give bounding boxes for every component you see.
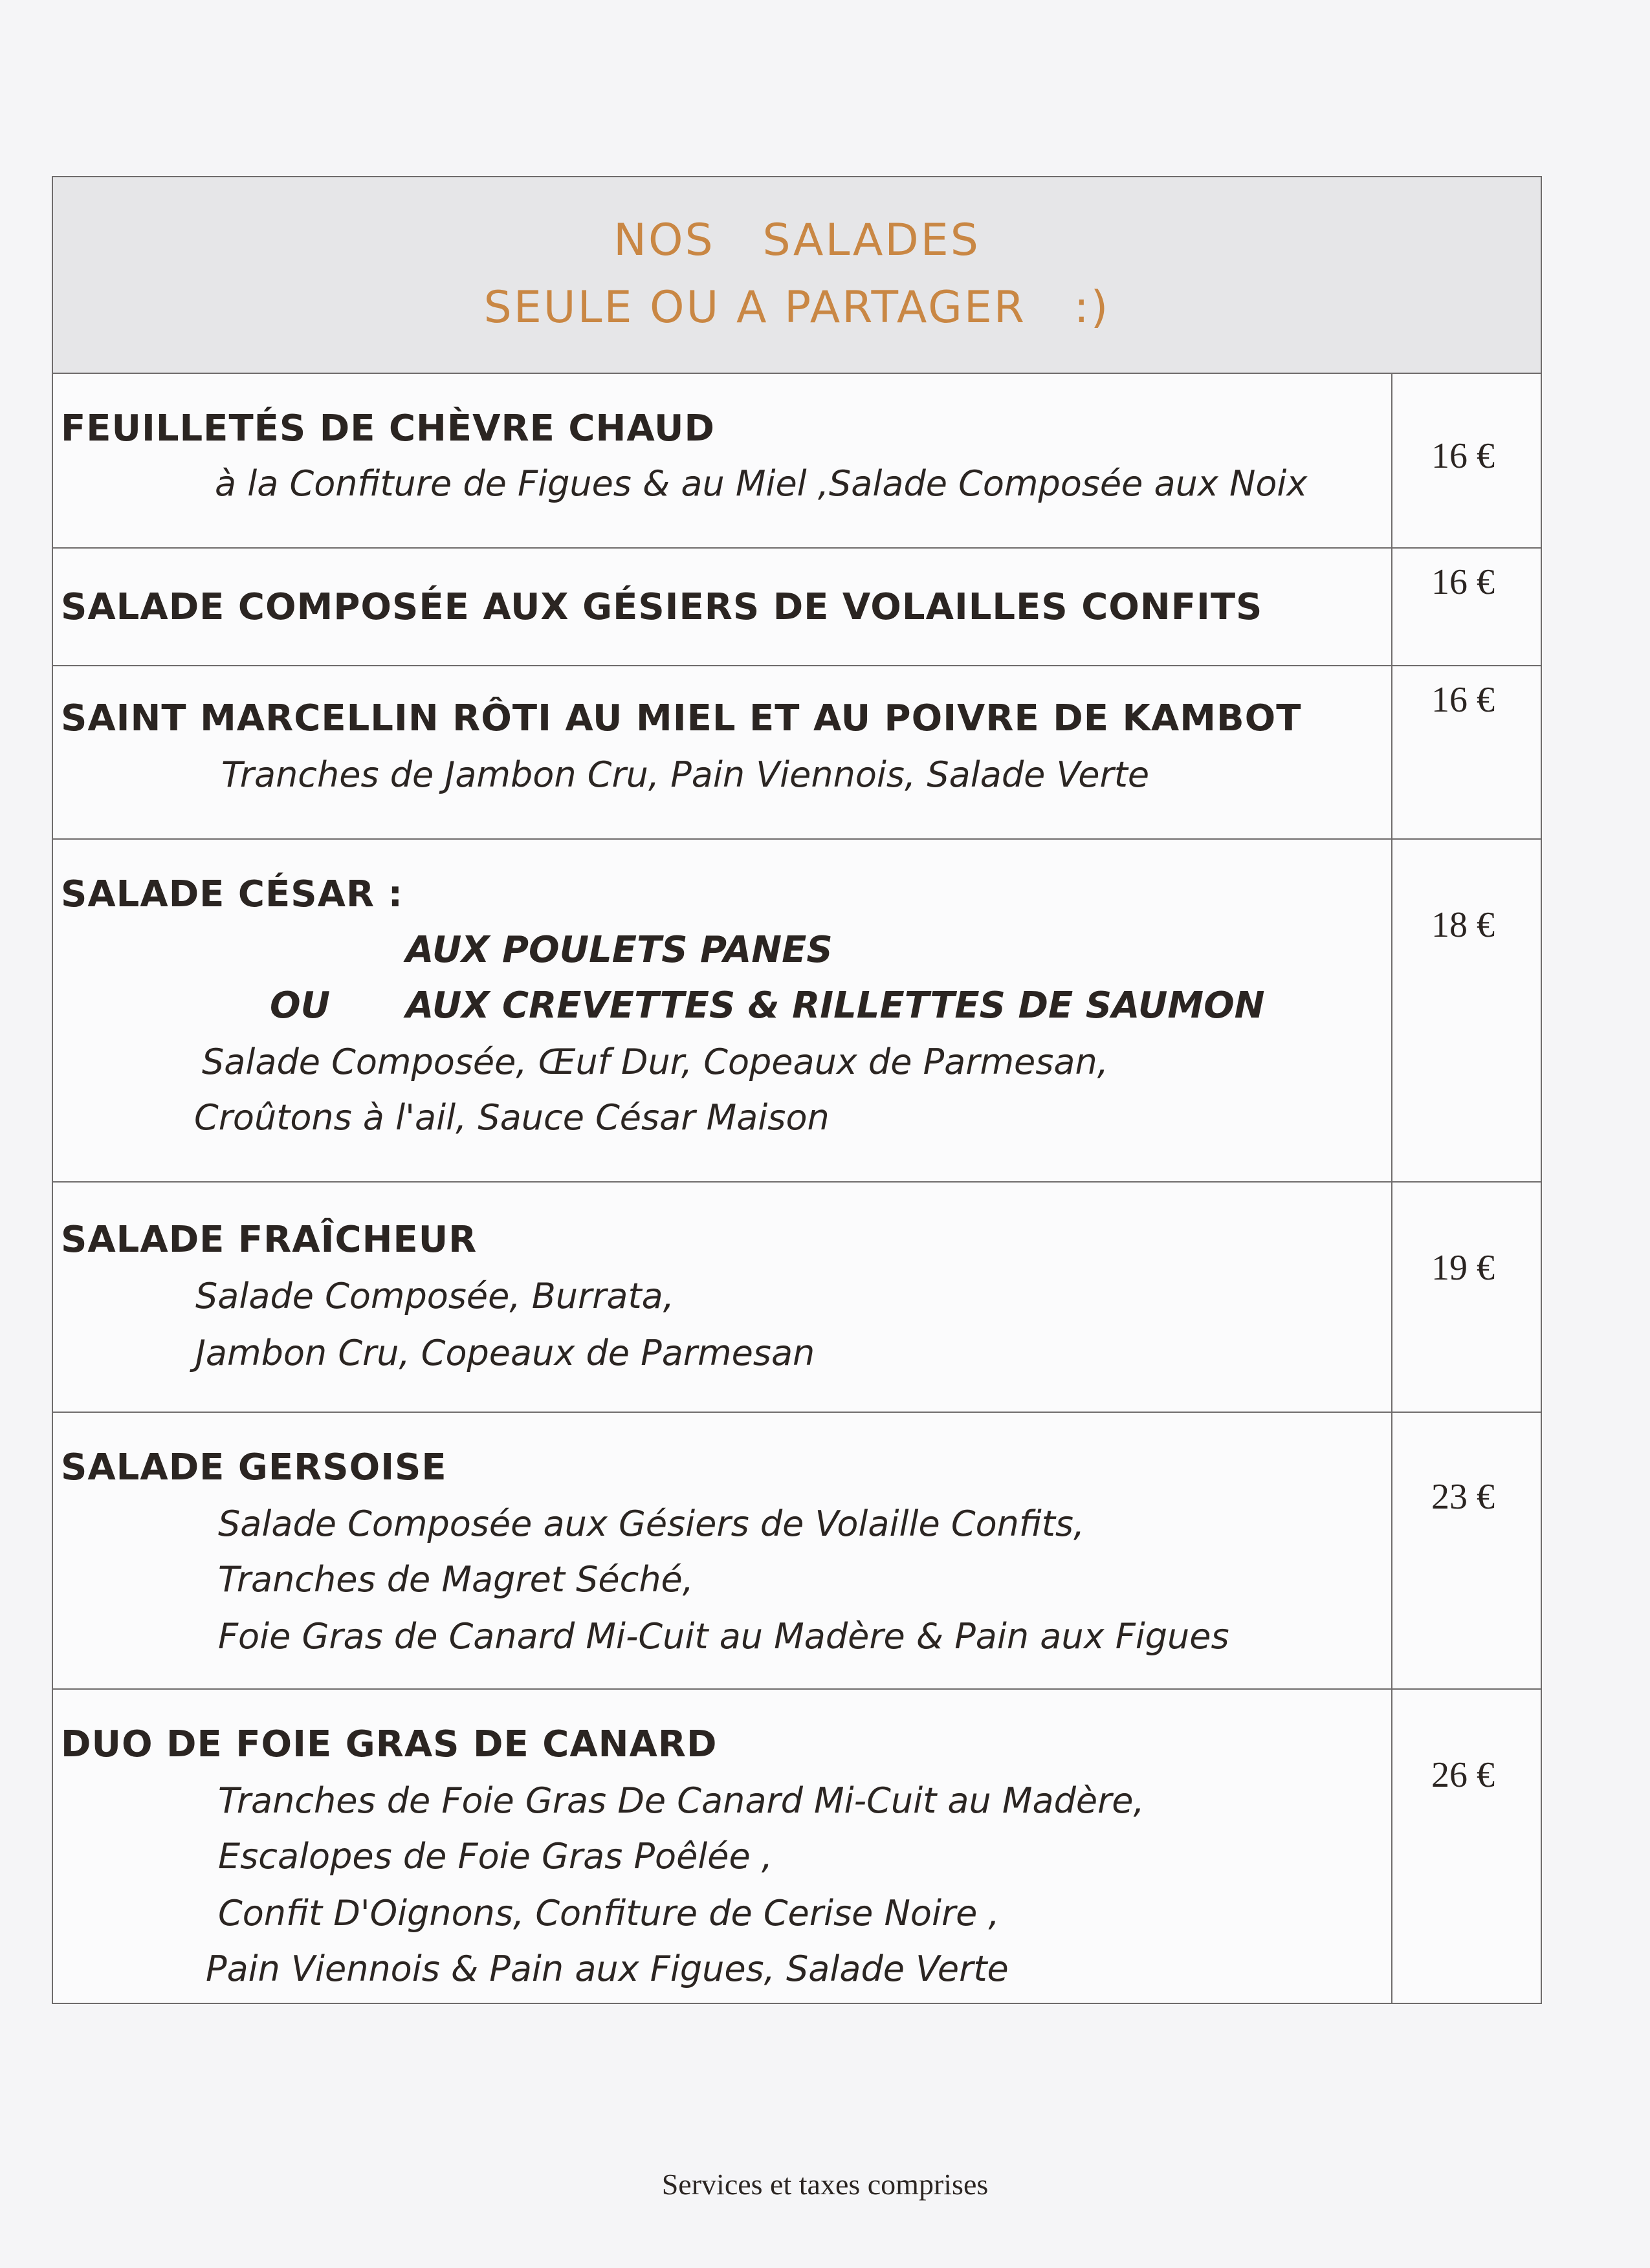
menu-subtitle: SEULE OU A PARTAGER :) — [483, 282, 1110, 333]
menu-table — [52, 176, 1542, 2004]
item-variant: AUX CREVETTES & RILLETTES DE SAUMON — [406, 985, 1265, 1027]
item-description: Tranches de Foie Gras De Canard Mi-Cuit au Madère, — [218, 1780, 1145, 1821]
menu-item — [53, 1690, 1541, 2004]
item-title: DUO DE FOIE GRAS DE CANARD — [61, 1723, 718, 1765]
item-description: Salade Composée, Burrata, — [195, 1276, 674, 1316]
item-price: 26 € — [1431, 1755, 1495, 1795]
item-variant-or: OU — [270, 985, 331, 1027]
item-title: SALADE COMPOSÉE AUX GÉSIERS DE VOLAILLES CONFITS — [61, 586, 1263, 628]
item-description: Pain Viennois & Pain aux Figues, Salade Verte — [206, 1948, 1009, 1989]
item-description: à la Confiture de Figues & au Miel ,Salade Composée aux Noix — [215, 463, 1308, 504]
item-price: 19 € — [1431, 1248, 1495, 1288]
item-price: 18 € — [1431, 905, 1495, 945]
item-description: Tranches de Jambon Cru, Pain Viennois, Salade Verte — [221, 754, 1150, 795]
menu-item — [53, 1183, 1541, 1413]
item-description: Salade Composée, Œuf Dur, Copeaux de Parmesan, — [202, 1041, 1108, 1082]
menu-item — [53, 374, 1541, 549]
item-title: SAINT MARCELLIN RÔTI AU MIEL ET AU POIVRE DE KAMBOT — [61, 697, 1302, 739]
item-variant: AUX POULETS PANES — [406, 929, 833, 971]
item-description: Foie Gras de Canard Mi-Cuit au Madère & Pain aux Figues — [218, 1616, 1229, 1657]
item-description: Salade Composée aux Gésiers de Volaille Confits, — [218, 1503, 1085, 1544]
item-description: Tranches de Magret Séché, — [218, 1559, 694, 1600]
item-title: SALADE CÉSAR : — [61, 873, 403, 915]
menu-header — [53, 177, 1541, 374]
item-price: 23 € — [1431, 1477, 1495, 1517]
menu-item — [53, 840, 1541, 1183]
item-title: SALADE FRAÎCHEUR — [61, 1219, 478, 1261]
item-description: Jambon Cru, Copeaux de Parmesan — [195, 1333, 815, 1373]
menu-title: NOS SALADES — [613, 215, 980, 266]
item-title: FEUILLETÉS DE CHÈVRE CHAUD — [61, 408, 715, 450]
item-price: 16 € — [1431, 680, 1495, 720]
footer-note: Services et taxes comprises — [661, 2168, 989, 2201]
item-price: 16 € — [1431, 436, 1495, 476]
item-title: SALADE GERSOISE — [61, 1446, 447, 1488]
menu-item — [53, 666, 1541, 840]
menu-item — [53, 549, 1541, 666]
item-description: Confit D'Oignons, Confiture de Cerise Noire , — [218, 1893, 1000, 1934]
menu-item — [53, 1413, 1541, 1690]
item-description: Croûtons à l'ail, Sauce César Maison — [194, 1097, 830, 1138]
item-description: Escalopes de Foie Gras Poêlée , — [218, 1836, 773, 1877]
item-price: 16 € — [1431, 562, 1495, 602]
